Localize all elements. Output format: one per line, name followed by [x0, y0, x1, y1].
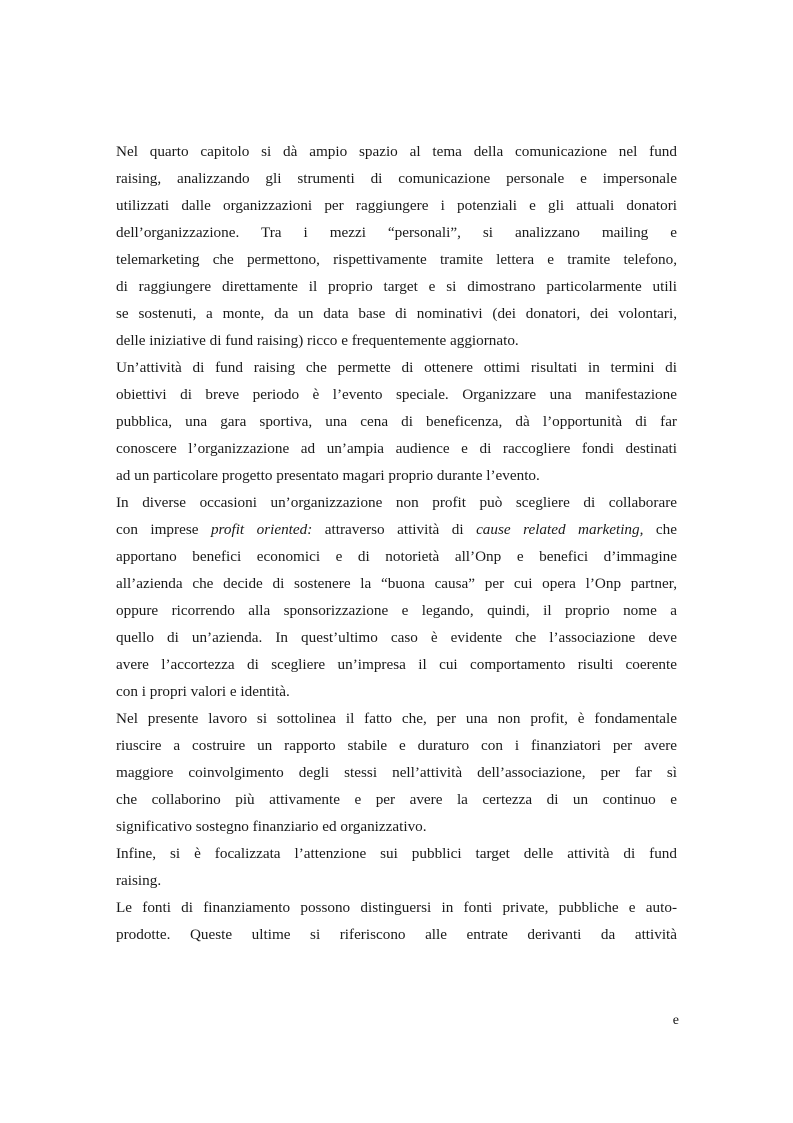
text-line: raising, analizzando gli strumenti di comunicazione personale e impersonale — [116, 170, 677, 187]
text-line: Un’attività di fund raising che permette di ottenere ottimi risultati in termini di — [116, 359, 677, 376]
text-line: maggiore coinvolgimento degli stessi nell’attività dell’associazione, per far sì — [116, 764, 677, 781]
text-line: Nel quarto capitolo si dà ampio spazio al tema della comunicazione nel fund — [116, 143, 677, 160]
paragraph — [116, 138, 677, 354]
text-line: che collaborino più attivamente e per avere la certezza di un continuo e — [116, 791, 677, 808]
text-line: pubblica, una gara sportiva, una cena di beneficenza, dà l’opportunità di far — [116, 413, 677, 430]
paragraph — [116, 705, 677, 840]
italic-term: cause related marketing, — [476, 521, 644, 538]
text-line: riuscire a costruire un rapporto stabile e duraturo con i finanziatori per avere — [116, 737, 677, 754]
paragraph — [116, 840, 677, 894]
text-segment: con imprese — [116, 521, 211, 538]
text-line: dell’organizzazione. Tra i mezzi “personali”, si analizzano mailing e — [116, 224, 677, 241]
paragraph — [116, 489, 677, 705]
text-line: delle iniziative di fund raising) ricco e frequentemente aggiornato. — [116, 332, 519, 349]
text-line — [116, 678, 677, 705]
text-line: raising. — [116, 872, 162, 889]
text-line: telemarketing che permettono, rispettivamente tramite lettera e tramite telefono, — [116, 251, 677, 268]
text-line — [116, 570, 677, 597]
text-line: conoscere l’organizzazione ad un’ampia audience e di raccogliere fondi destinati — [116, 440, 677, 457]
text-line — [116, 489, 677, 516]
text-line: se sostenuti, a monte, da un data base di nominativi (dei donatori, dei volontari, — [116, 305, 677, 322]
text-line — [116, 516, 677, 543]
text-line: prodotte. Queste ultime si riferiscono alle entrate derivanti da attività — [116, 926, 677, 943]
text-line: Nel presente lavoro si sottolinea il fatto che, per una non profit, è fondamentale — [116, 710, 677, 727]
italic-term: profit oriented: — [210, 521, 313, 538]
text-line — [116, 597, 677, 624]
text-line: obiettivi di breve periodo è l’evento speciale. Organizzare una manifestazione — [116, 386, 677, 403]
text-segment: con i propri valori e identità. — [116, 683, 290, 700]
text-line: significativo sostegno finanziario ed organizzativo. — [116, 818, 427, 835]
text-line: di raggiungere direttamente il proprio target e si dimostrano particolarmente utili — [116, 278, 677, 295]
text-line: ad un particolare progetto presentato magari proprio durante l’evento. — [116, 467, 540, 484]
text-segment: avere l’accortezza di scegliere un’impresa il cui comportamento risulti coerente — [116, 656, 677, 673]
text-segment: apportano benefici economici e di notorietà all’Onp e benefici d’immagine — [116, 548, 677, 565]
text-segment: attraverso attività di — [312, 521, 477, 538]
text-line — [116, 624, 677, 651]
text-segment: quello di un’azienda. In quest’ultimo caso è evidente che l’associazione deve — [116, 629, 677, 646]
text-line — [116, 543, 677, 570]
body-text — [116, 138, 677, 948]
paragraph — [116, 354, 677, 489]
text-segment: che — [643, 521, 677, 538]
text-line: utilizzati dalle organizzazioni per raggiungere i potenziali e gli attuali donatori — [116, 197, 677, 214]
text-segment: oppure ricorrendo alla sponsorizzazione e legando, quindi, il proprio nome a — [116, 602, 677, 619]
text-line — [116, 651, 677, 678]
text-segment: In diverse occasioni un’organizzazione non profit può scegliere di collaborare — [116, 494, 677, 511]
paragraph — [116, 894, 677, 948]
text-line: Infine, si è focalizzata l’attenzione sui pubblici target delle attività di fund — [116, 845, 677, 862]
text-line: Le fonti di finanziamento possono distinguersi in fonti private, pubbliche e auto- — [116, 899, 677, 916]
text-segment: all’azienda che decide di sostenere la “buona causa” per cui opera l’Onp partner, — [116, 575, 677, 592]
page-number: e — [672, 1013, 679, 1028]
